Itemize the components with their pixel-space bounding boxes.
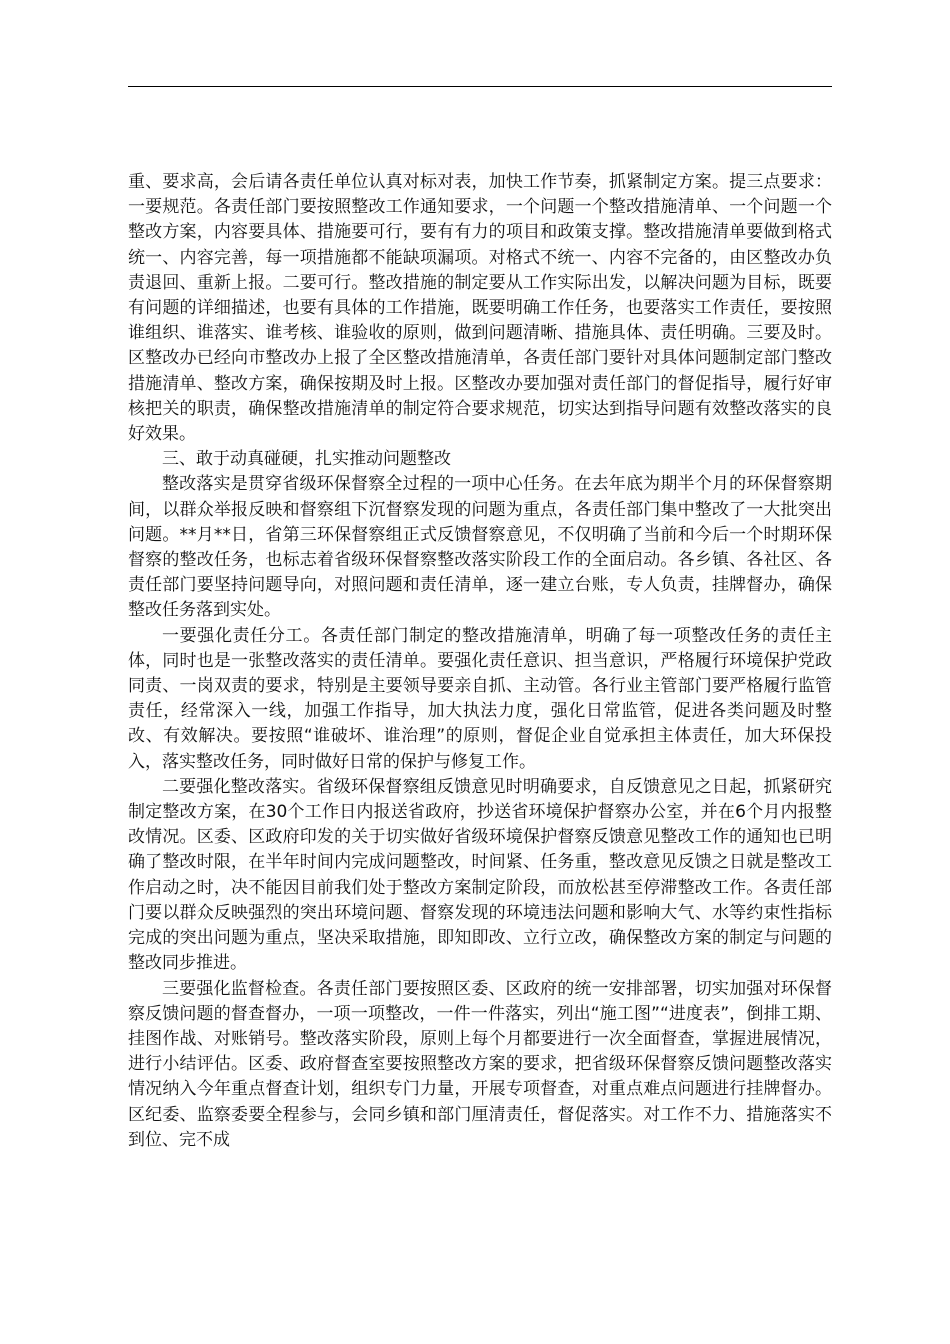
paragraph-continuation: 重、要求高，会后请各责任单位认真对标对表，加快工作节奏，抓紧制定方案。提三点要求：一要规范。各责任部门要按照整改工作通知要求，一个问题一个整改措施清单、一个问题一个整改方案，内容要具体、措施要可行，要有有力的项目和政策支撑。整改措施清单要做到格式统一、内容完善，每一项措施都不能缺项漏项。对格式不统一、内容不完备的，由区整改办负责退回、重新上报。二要可行。整改措施的制定要从工作实际出发，以解决问题为目标，既要有问题的详细描述，也要有具体的工作措施，既要明确工作任务，也要落实工作责任，要按照谁组织、谁落实、谁考核、谁验收的原则，做到问题清晰、措施具体、责任明确。三要及时。区整改办已经向市整改办上报了全区整改措施清单，各责任部门要针对具体问题制定部门整改措施清单、整改方案，确保按期及时上报。区整改办要加强对责任部门的督促指导，履行好审核把关的职责，确保整改措施清单的制定符合要求规范，切实达到指导问题有效整改落实的良好效果。 [128, 172, 832, 445]
section-heading: 三、敢于动真碰硬，扎实推动问题整改 [162, 449, 451, 470]
paragraph: 整改落实是贯穿省级环保督察全过程的一项中心任务。在去年底为期半个月的环保督察期间，以群众举报反映和督察组下沉督察发现的问题为重点，各责任部门集中整改了一大批突出问题。**月**日，省第三环保督察组正式反馈督察意见，不仅明确了当前和今后一个时期环保督察的整改任务，也标志着省级环保督察整改落实阶段工作的全面启动。各乡镇、各社区、各责任部门要坚持问题导向，对照问题和责任清单，逐一建立台账，专人负责，挂牌督办，确保整改任务落到实处。 [128, 474, 832, 621]
paragraph: 一要强化责任分工。各责任部门制定的整改措施清单，明确了每一项整改任务的责任主体，同时也是一张整改落实的责任清单。要强化责任意识、担当意识，严格履行环境保护党政同责、一岗双责的要求，特别是主要领导要亲自抓、主动管。各行业主管部门要严格履行监管责任，经常深入一线，加强工作指导，加大执法力度，强化日常监管，促进各类问题及时整改、有效解决。要按照“谁破坏、谁治理”的原则，督促企业自觉承担主体责任，加大环保投入，落实整改任务，同时做好日常的保护与修复工作。 [128, 625, 832, 772]
document-body [128, 170, 832, 1153]
header-rule [128, 86, 832, 87]
paragraph: 二要强化整改落实。省级环保督察组反馈意见时明确要求，自反馈意见之日起，抓紧研究制定整改方案，在30个工作日内报送省政府，抄送省环境保护督察办公室，并在6个月内报整改情况。区委、区政府印发的关于切实做好省级环境保护督察反馈意见整改工作的通知也已明确了整改时限，在半年时间内完成问题整改，时间紧、任务重，整改意见反馈之日就是整改工作启动之时，决不能因目前我们处于整改方案制定阶段，而放松甚至停滞整改工作。各责任部门要以群众反映强烈的突出环境问题、督察发现的环境违法问题和影响大气、水等约束性指标完成的突出问题为重点，坚决采取措施，即知即改、立行立改，确保整改方案的制定与问题的整改同步推进。 [128, 776, 832, 974]
paragraph: 三要强化监督检查。各责任部门要按照区委、区政府的统一安排部署，切实加强对环保督察反馈问题的督查督办，一项一项整改，一件一件落实，列出“施工图”“进度表”，倒排工期、挂图作战、对账销号。整改落实阶段，原则上每个月都要进行一次全面督查，掌握进展情况，进行小结评估。区委、政府督查室要按照整改方案的要求，把省级环保督察反馈问题整改落实情况纳入今年重点督查计划，组织专门力量，开展专项督查，对重点难点问题进行挂牌督办。区纪委、监察委要全程参与，会同乡镇和部门厘清责任，督促落实。对工作不力、措施落实不到位、完不成 [128, 978, 832, 1150]
